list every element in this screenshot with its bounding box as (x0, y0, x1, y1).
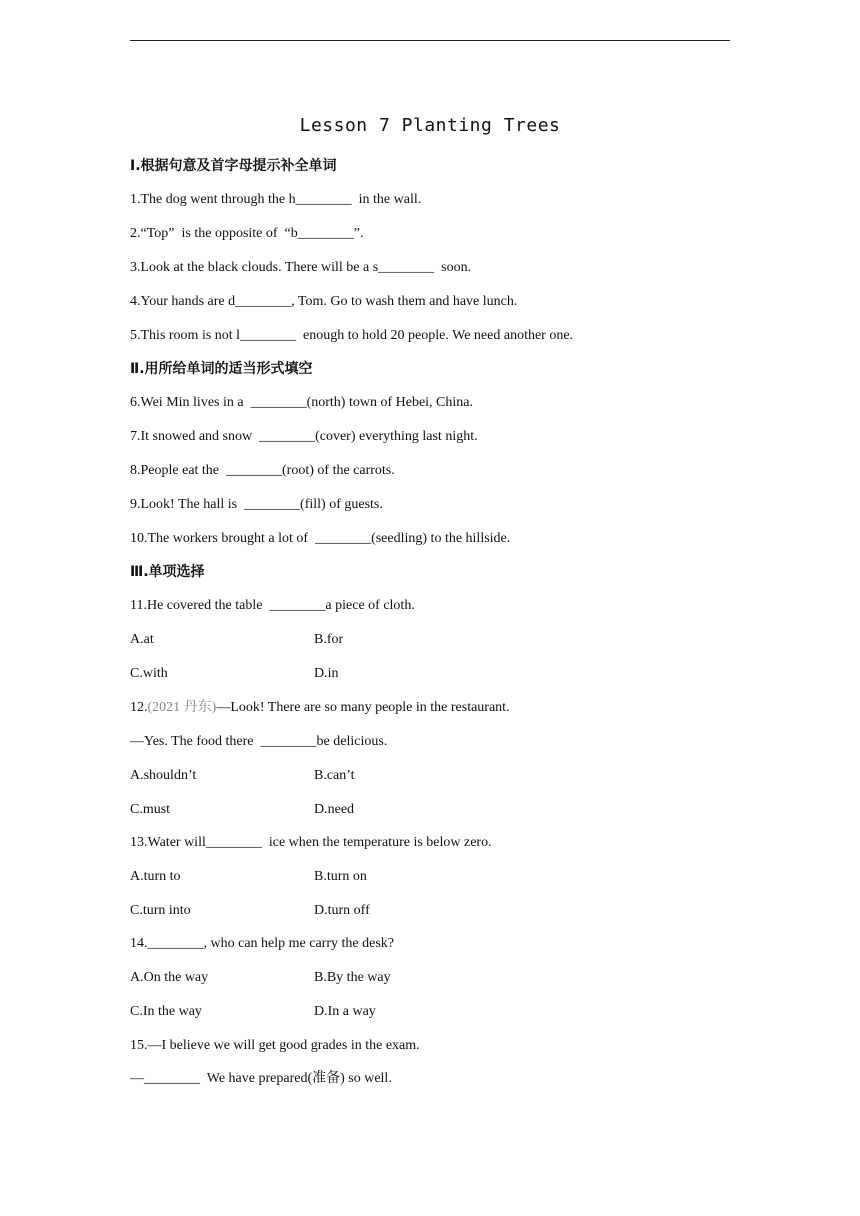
option-13-b: B.turn on (314, 869, 367, 884)
option-14-c: C.In the way (130, 1004, 202, 1019)
question-12-source: (2021 丹东) (147, 700, 217, 715)
question-12-stem: —Look! There are so many people in the restaurant. (216, 700, 510, 715)
option-12-a: A.shouldn’t (130, 768, 197, 783)
section-heading-2: Ⅱ.用所给单词的适当形式填空 (130, 361, 313, 377)
section-heading-3: Ⅲ.单项选择 (130, 564, 205, 580)
option-14-d: D.In a way (314, 1004, 376, 1019)
question-15-line-2: —________ We have prepared(准备) so well. (130, 1071, 392, 1086)
question-11: 11.He covered the table ________a piece of cloth. (130, 598, 415, 613)
option-11-a: A.at (130, 632, 154, 647)
option-12-c: C.must (130, 802, 171, 817)
question-7: 7.It snowed and snow ________(cover) everything last night. (130, 429, 478, 444)
section-heading-1: Ⅰ.根据句意及首字母提示补全单词 (130, 158, 337, 174)
option-12-b: B.can’t (314, 768, 355, 783)
option-11-b: B.for (314, 632, 344, 647)
question-10: 10.The workers brought a lot of ________(seedling) to the hillside. (130, 531, 511, 546)
question-2: 2.“Top” is the opposite of “b________”. (130, 226, 364, 241)
option-13-d: D.turn off (314, 903, 370, 918)
option-13-a: A.turn to (130, 869, 181, 884)
question-14: 14.________, who can help me carry the desk? (130, 936, 394, 951)
option-13-c: C.turn into (130, 903, 191, 918)
option-12-d: D.need (314, 802, 355, 817)
question-6: 6.Wei Min lives in a ________(north) town of Hebei, China. (130, 395, 473, 410)
question-12-line-2: —Yes. The food there ________be delicious. (130, 734, 388, 749)
option-11-c: C.with (130, 666, 168, 681)
question-12 (130, 699, 510, 717)
question-8: 8.People eat the ________(root) of the carrots. (130, 463, 395, 478)
option-14-b: B.By the way (314, 970, 391, 985)
option-14-a: A.On the way (130, 970, 209, 985)
question-13: 13.Water will________ ice when the temperature is below zero. (130, 835, 492, 850)
question-3: 3.Look at the black clouds. There will be a s________ soon. (130, 260, 472, 275)
header-rule (130, 40, 730, 41)
question-4: 4.Your hands are d________, Tom. Go to wash them and have lunch. (130, 294, 518, 309)
page-title: Lesson 7 Planting Trees (299, 115, 561, 136)
question-9: 9.Look! The hall is ________(fill) of guests. (130, 497, 383, 512)
question-15: 15.—I believe we will get good grades in the exam. (130, 1038, 420, 1053)
question-5: 5.This room is not l________ enough to hold 20 people. We need another one. (130, 328, 574, 343)
question-12-number: 12. (130, 700, 148, 715)
option-11-d: D.in (314, 666, 339, 681)
question-1: 1.The dog went through the h________ in the wall. (130, 192, 422, 207)
